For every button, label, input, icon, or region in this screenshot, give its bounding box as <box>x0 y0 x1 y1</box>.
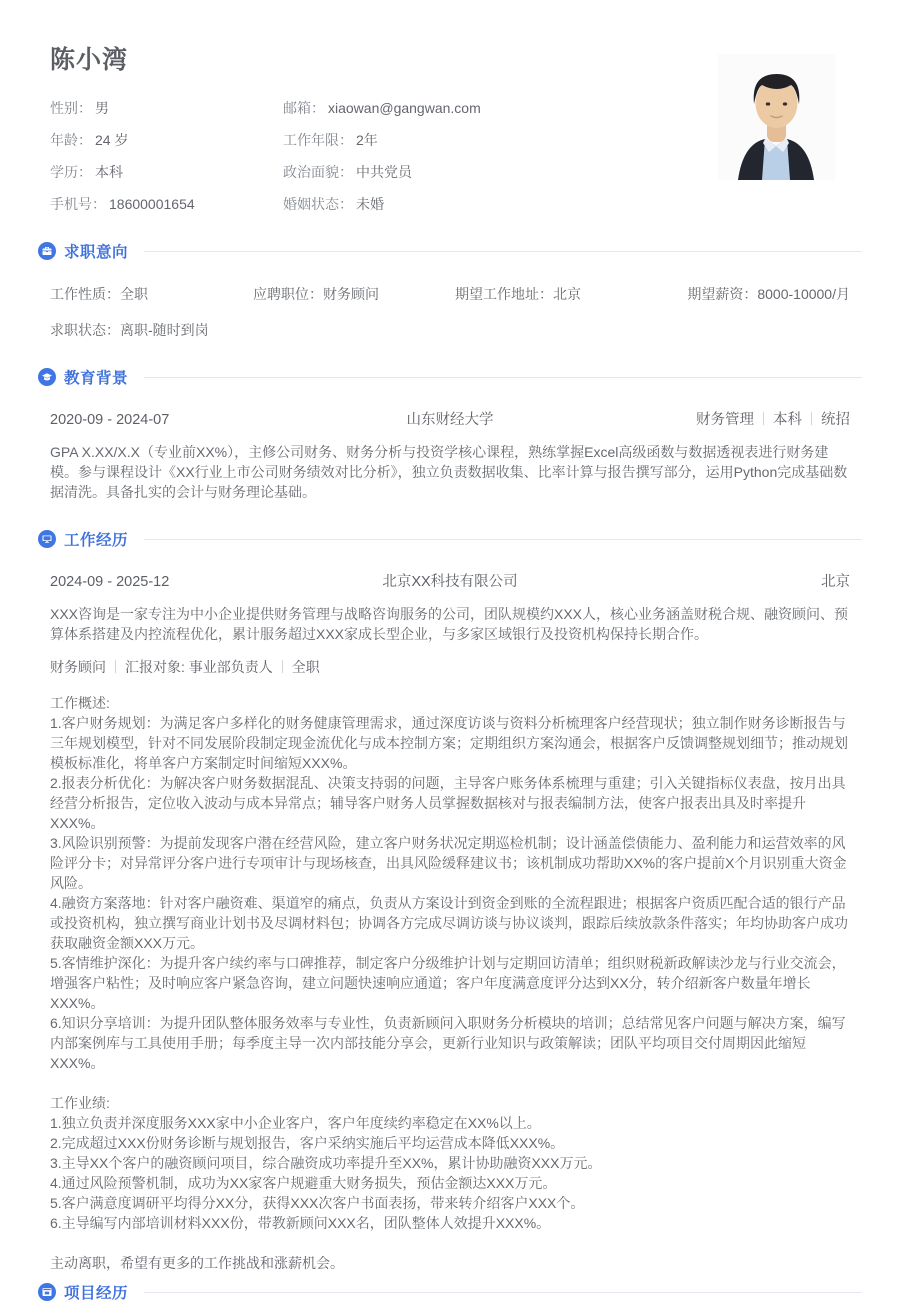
separator <box>811 412 812 425</box>
education-period: 2020-09 - 2024-07 <box>50 412 170 428</box>
education-field: 学历： 本科 <box>50 164 123 180</box>
education-description: GPA X.XX/X.X（专业前XX%），主修公司财务、财务分析与投资学核心课程，熟练掌握Excel高级函数与数据透视表进行财务建模。参与课程设计《XX行业上市公司财务绩效对比分析》，独立负责数据收集、比率计算与报告撰写部分，运用Python完成基础数据清洗。具备扎实的会计与财务理论基础。 <box>50 444 848 500</box>
job-status-field: 求职状态：离职-随时到岗 <box>50 322 209 338</box>
role-title: 财务顾问 <box>50 659 106 675</box>
work-achievements <box>50 1093 850 1233</box>
separator <box>763 412 764 425</box>
major: 财务管理 <box>696 412 754 428</box>
overview-item: 3.风险识别预警：为提前发现客户潜在经营风险，建立客户财务状况定期巡检机制；设计涵盖偿债能力、盈利能力和运营效率的风险评分卡；对异常评分客户进行专项审计与现场核查，出具风险缓释建议书；该机制成功帮助XX%的客户提前X个月识别重大资金风险。 <box>50 835 847 891</box>
section-education <box>38 366 862 502</box>
divider-line <box>144 377 862 378</box>
work-entry-header <box>50 572 850 592</box>
divider-line <box>144 1292 862 1293</box>
overview-item: 6.知识分享培训：为提升团队整体服务效率与专业性，负责新顾问入职财务分析模块的培训；总结常见客户问题与解决方案，编写内部案例库与工具使用手册；每季度主导一次内部技能分享会，更新行业知识与政策解读；团队平均项目交付周期因此缩短XXX%。 <box>50 1015 846 1071</box>
graduation-cap-icon <box>38 368 56 386</box>
section-job-intention <box>38 240 862 340</box>
portrait-illustration <box>718 54 835 180</box>
work-city: 北京 <box>821 574 850 590</box>
profile-photo <box>718 54 835 180</box>
intention-row <box>50 320 850 340</box>
separator <box>115 660 116 673</box>
separator <box>282 660 283 673</box>
job-nature-field: 工作性质：全职 <box>50 286 148 302</box>
job-type: 全职 <box>291 659 320 675</box>
expected-salary-field: 期望薪资：8000-10000/月 <box>687 286 850 302</box>
section-work-experience <box>38 528 862 1273</box>
overview-item: 5.客情维护深化：为提升客户续约率与口碑推荐，制定客户分级维护计划与定期回访清单；组织财税新政解读沙龙与行业交流会，增强客户粘性；及时响应客户紧急咨询，建立问题快速响应通道；客户年度满意度评分达到XX分，转介绍新客户数量年增长XXX%。 <box>50 955 846 1011</box>
achievement-item: 4.通过风险预警机制，成功为XX家客户规避重大财务损失，预估金额达XXX万元。 <box>50 1175 557 1191</box>
intention-row <box>50 284 850 304</box>
briefcase-icon <box>38 242 56 260</box>
marital-status-field: 婚姻状态： 未婚 <box>283 196 384 212</box>
leaving-reason: 主动离职，希望有更多的工作挑战和涨薪机会。 <box>50 1255 344 1271</box>
candidate-name: 陈小湾 <box>50 46 129 74</box>
work-period: 2024-09 - 2025-12 <box>50 574 170 590</box>
role-line <box>50 657 850 677</box>
achievements-title: 工作业绩: <box>50 1095 110 1111</box>
target-position-field: 应聘职位：财务顾问 <box>253 286 379 302</box>
section-header <box>38 240 862 262</box>
report-to: 汇报对象: 事业部负责人 <box>125 659 273 675</box>
company-name: 北京XX科技有限公司 <box>382 574 518 590</box>
achievement-item: 6.主导编写内部培训材料XXX份，带教新顾问XXX名，团队整体人效提升XXX%。 <box>50 1215 551 1231</box>
gender-field: 性别： 男 <box>50 100 109 116</box>
admission-type: 统招 <box>821 412 850 428</box>
section-header <box>38 1281 862 1303</box>
divider-line <box>144 539 862 540</box>
overview-item: 2.报表分析优化：为解决客户财务数据混乱、决策支持弱的问题，主导客户账务体系梳理与重建；引入关键指标仪表盘，按月出具经营分析报告，定位收入波动与成本异常点；辅导客户财务人员掌握数据核对与报表编制方法，使客户报表出具及时率提升XXX%。 <box>50 775 846 831</box>
monitor-icon <box>38 530 56 548</box>
school-name: 山东财经大学 <box>406 412 494 428</box>
education-tags <box>494 410 851 430</box>
divider-line <box>144 251 862 252</box>
section-title: 工作经历 <box>64 532 129 549</box>
section-header <box>38 366 862 388</box>
achievement-item: 5.客户满意度调研平均得分XX分，获得XXX次客户书面表扬，带来转介绍客户XXX个。 <box>50 1195 585 1211</box>
degree: 本科 <box>773 412 802 428</box>
political-status-field: 政治面貌： 中共党员 <box>283 164 412 180</box>
window-icon <box>38 1283 56 1301</box>
work-years-field: 工作年限： 2年 <box>283 132 378 148</box>
achievement-item: 1.独立负责并深度服务XXX家中小企业客户，客户年度续约率稳定在XX%以上。 <box>50 1115 541 1131</box>
company-intro: XXX咨询是一家专注为中小企业提供财务管理与战略咨询服务的公司，团队规模约XXX人，核心业务涵盖财税合规、融资顾问、预算体系搭建及内控流程优化，累计服务超过XXX家成长型企业，与多家区域银行及投资机构保持长期合作。 <box>50 606 849 642</box>
target-location-field: 期望工作地址：北京 <box>455 286 581 302</box>
overview-item: 1.客户财务规划：为满足客户多样化的财务健康管理需求，通过深度访谈与资料分析梳理客户经营现状；独立制作财务诊断报告与三年规划模型，针对不同发展阶段制定现金流优化与成本控制方案；定期组织方案沟通会，根据客户反馈调整规划细节；推动规划模板标准化，将单客户方案制定时间缩短XXX%。 <box>50 715 848 771</box>
flex-spacer <box>38 1273 862 1281</box>
section-title: 教育背景 <box>64 370 129 387</box>
basic-info <box>50 98 690 214</box>
resume-header <box>38 40 862 214</box>
achievement-item: 2.完成超过XXX份财务诊断与规划报告，客户采纳实施后平均运营成本降低XXX%。 <box>50 1135 565 1151</box>
achievement-item: 3.主导XX个客户的融资顾问项目，综合融资成功率提升至XX%，累计协助融资XXX万元。 <box>50 1155 602 1171</box>
email-field: 邮箱： xiaowan@gangwan.com <box>283 100 481 116</box>
section-projects <box>38 1281 862 1303</box>
education-entry-header <box>50 410 850 430</box>
section-title: 项目经历 <box>64 1285 129 1302</box>
overview-title: 工作概述: <box>50 695 110 711</box>
section-title: 求职意向 <box>64 244 129 261</box>
work-overview <box>50 693 850 1073</box>
section-header <box>38 528 862 550</box>
phone-field: 手机号： 18600001654 <box>50 196 195 212</box>
overview-item: 4.融资方案落地：针对客户融资难、渠道窄的痛点，负责从方案设计到资金到账的全流程跟进；根据客户资质匹配合适的银行产品或投资机构，独立撰写商业计划书及尽调材料包；协调各方完成尽调访谈与协议谈判，跟踪后续放款条件落实；年均协助客户成功获取融资金额XXX万元。 <box>50 895 848 951</box>
age-field: 年龄： 24 岁 <box>50 132 129 148</box>
